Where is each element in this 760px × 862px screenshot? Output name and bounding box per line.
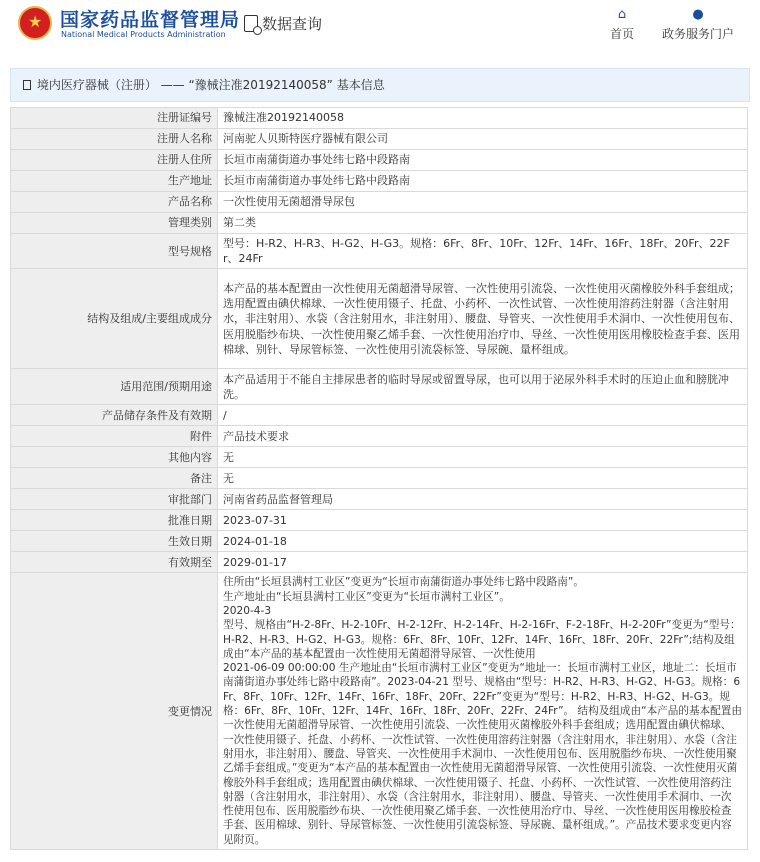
change-history-value: 住所由“长垣县满村工业区”变更为“长垣市南蒲街道办事处纬七路中段路南”。 生产地址由“长垣县满村工业区”变更为“长垣市满村工业区”。 2020-4-3 型号、规格由“H-2-8Fr、H-2-10Fr、H-2-12Fr、H-2-14Fr、H-2-16Fr、F-2-18Fr、H-2-20Fr”变更为“型号：H-R2、H-R3、H-G2、H-G3。规格：6Fr、8Fr、10Fr、12Fr、14Fr、16Fr、18Fr、20Fr、22Fr”;结构及组成由“本产品的基本配置由一次性使用无菌超滑导尿管、一次性使用 2021-06-09 00:00:00 生产地址由“长垣市满村工业区”变更为“地址一：长垣市满村工业区，地址二：长垣市南蒲街道办事处纬七路中段路南”。2023-04-21 型号、规格由“型号：H-R2、H-R3、H-G2、H-G3。规格：6Fr、8Fr、10Fr、12Fr、14Fr、16Fr、18Fr、20Fr、22Fr”变更为“型号：H-R2、H-R3、H-G2、H-G3。规格：6Fr、8Fr、10Fr、12Fr、14Fr、16Fr、18Fr、20Fr、22Fr、24Fr”。 结构及组成由“本产品的基本配置由一次性使用无菌超滑导尿管、一次性使用引流袋、一次性使用灭菌橡胶外科手套组成；选用配置由碘伏棉球、一次性使用镊子、托盘、小药杯、一次性试管、一次性使用溶药注射器（含注射用水，非注射用）、水袋（含注射用水，非注射用）、腰盘、导管夹、一次性使用手术洞巾、一次性使用包布、医用脱脂纱布块、一次性使用聚乙烯手套组成。”变更为“本产品的基本配置由一次性使用无菌超滑导尿管、一次性使用引流袋、一次性使用灭菌橡胶外科手套组成；选用配置由碘伏棉球、一次性使用镊子、托盘、小药杯、一次性试管、一次性使用溶药注射器（含注射用水，非注射用）、水袋（含注射用水，非注射用）、腰盘、导管夹、一次性使用手术洞巾、一次性使用包布、医用脱脂纱布块、一次性使用聚乙烯手套、一次性使用治疗巾、导丝、一次性使用医用橡胶检查手套、医用棉球、别针、导尿管标签、一次性使用引流袋标签、导尿碗、量杯组成。”。产品技术要求变更内容见附页。 xyxy=(218,573,748,850)
data-query-link[interactable] xyxy=(244,13,322,34)
field-label: 生产地址 xyxy=(11,171,218,192)
detail-title: 境内医疗器械（注册） —— “豫械注准20192140058” 基本信息 xyxy=(36,78,385,92)
table-row xyxy=(11,531,748,552)
table-row xyxy=(11,447,748,468)
national-emblem-logo xyxy=(18,6,52,40)
field-label: 产品储存条件及有效期 xyxy=(11,405,218,426)
field-label: 注册人住所 xyxy=(11,150,218,171)
table-row xyxy=(11,171,748,192)
table-row xyxy=(11,369,748,405)
field-value: 2029-01-17 xyxy=(218,552,748,573)
nav-service-portal-label: 政务服务门户 xyxy=(662,27,735,41)
table-row xyxy=(11,150,748,171)
field-value: 型号：H-R2、H-R3、H-G2、H-G3。规格：6Fr、8Fr、10Fr、12Fr、14Fr、16Fr、18Fr、20Fr、22Fr、24Fr xyxy=(218,234,748,269)
field-value: 豫械注准20192140058 xyxy=(218,108,748,129)
table-row xyxy=(11,510,748,531)
field-label: 产品名称 xyxy=(11,192,218,213)
table-row-change-history xyxy=(11,573,748,850)
data-query-label: 数据查询 xyxy=(262,15,323,33)
field-value: 2023-07-31 xyxy=(218,510,748,531)
search-document-icon xyxy=(244,15,258,32)
field-label: 备注 xyxy=(11,468,218,489)
field-label: 有效期至 xyxy=(11,552,218,573)
table-row xyxy=(11,129,748,150)
table-row xyxy=(11,192,748,213)
site-name: 国家药品监督管理局 xyxy=(60,9,241,31)
field-value: 2024-01-18 xyxy=(218,531,748,552)
field-value: 产品技术要求 xyxy=(218,426,748,447)
table-row xyxy=(11,552,748,573)
field-label: 其他内容 xyxy=(11,447,218,468)
field-value: 本产品适用于不能自主排尿患者的临时导尿或留置导尿，也可以用于泌尿外科手术时的压迫止血和膀胱冲洗。 xyxy=(218,369,748,405)
nav-home-label: 首页 xyxy=(610,27,635,41)
field-label: 审批部门 xyxy=(11,489,218,510)
field-label: 附件 xyxy=(11,426,218,447)
field-label: 变更情况 xyxy=(11,573,218,850)
home-icon: ⌂ xyxy=(617,7,627,22)
field-label: 生效日期 xyxy=(11,531,218,552)
field-label: 注册人名称 xyxy=(11,129,218,150)
table-row xyxy=(11,234,748,269)
field-value: 本产品的基本配置由一次性使用无菌超滑导尿管、一次性使用引流袋、一次性使用灭菌橡胶外科手套组成；选用配置由碘伏棉球、一次性使用镊子、托盘、小药杯、一次性试管、一次性使用溶药注射器（含注射用水，非注射用）、水袋（含注射用水，非注射用）、腰盘、导管夹、一次性使用手术洞巾、一次性使用包布、医用脱脂纱布块、一次性使用聚乙烯手套、一次性使用治疗巾、导丝、一次性使用医用橡胶检查手套、医用棉球、别针、导尿管标签、一次性使用引流袋标签、导尿碗、量杯组成。 xyxy=(218,269,748,369)
field-value: / xyxy=(218,405,748,426)
field-value: 河南驼人贝斯特医疗器械有限公司 xyxy=(218,129,748,150)
table-row xyxy=(11,213,748,234)
table-row xyxy=(11,468,748,489)
field-value: 河南省药品监督管理局 xyxy=(218,489,748,510)
table-row xyxy=(11,405,748,426)
table-row xyxy=(11,426,748,447)
nav-home[interactable] xyxy=(610,8,634,42)
nav-service-portal[interactable] xyxy=(662,8,734,42)
field-label: 注册证编号 xyxy=(11,108,218,129)
field-label: 适用范围/预期用途 xyxy=(11,369,218,405)
detail-title-bar xyxy=(10,68,750,102)
field-value: 第二类 xyxy=(218,213,748,234)
table-row xyxy=(11,108,748,129)
site-name-en: National Medical Products Administration xyxy=(61,30,226,39)
field-value: 长垣市南蒲街道办事处纬七路中段路南 xyxy=(218,150,748,171)
field-value: 无 xyxy=(218,468,748,489)
field-label: 批准日期 xyxy=(11,510,218,531)
document-icon xyxy=(23,80,31,90)
site-header xyxy=(0,0,760,50)
field-value: 一次性使用无菌超滑导尿包 xyxy=(218,192,748,213)
table-row xyxy=(11,269,748,369)
field-label: 型号规格 xyxy=(11,234,218,269)
field-label: 管理类别 xyxy=(11,213,218,234)
field-label: 结构及组成/主要组成成分 xyxy=(11,269,218,369)
registration-detail-table xyxy=(10,107,748,850)
user-icon: ● xyxy=(692,7,704,22)
field-value: 无 xyxy=(218,447,748,468)
table-row xyxy=(11,489,748,510)
field-value: 长垣市南蒲街道办事处纬七路中段路南 xyxy=(218,171,748,192)
